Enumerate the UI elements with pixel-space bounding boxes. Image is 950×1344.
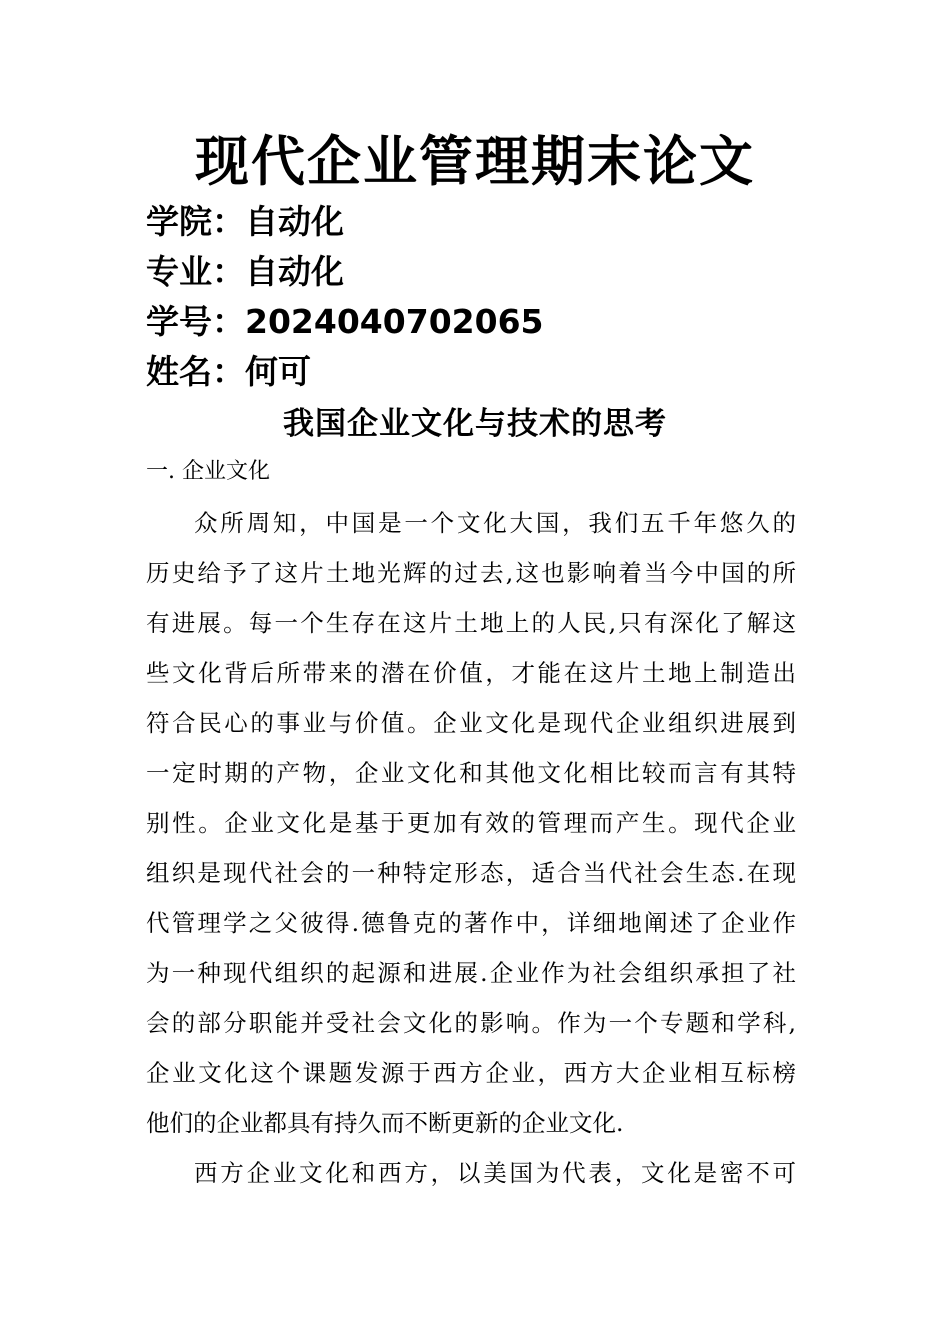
info-label: 姓名：	[146, 352, 245, 391]
paragraph-line: 些文化背后所带来的潜在价值，才能在这片土地上制造出	[146, 659, 796, 687]
info-value: 何可	[245, 352, 311, 391]
info-value: 自动化	[245, 252, 344, 291]
section-heading: 一. 企业文化	[146, 459, 270, 484]
document-title: 现代企业管理期末论文	[195, 129, 755, 193]
paragraph-line: 会的部分职能并受社会文化的影响。作为一个专题和学科,	[146, 1009, 796, 1037]
paragraph-line: 众所周知，中国是一个文化大国，我们五千年悠久的	[194, 509, 796, 537]
paragraph-line: 符合民心的事业与价值。企业文化是现代企业组织进展到	[146, 709, 796, 737]
paragraph-line: 为一种现代组织的起源和进展.企业作为社会组织承担了社	[146, 959, 796, 987]
paragraph-line: 有进展。每一个生存在这片土地上的人民,只有深化了解这	[146, 609, 796, 637]
info-name	[146, 352, 311, 392]
info-college	[146, 202, 344, 242]
paragraph-line: 西方企业文化和西方，以美国为代表，文化是密不可	[194, 1159, 796, 1187]
info-value: 自动化	[245, 202, 344, 241]
paragraph-line: 别性。企业文化是基于更加有效的管理而产生。现代企业	[146, 809, 796, 837]
essay-title: 我国企业文化与技术的思考	[283, 406, 667, 442]
info-student-id	[146, 302, 544, 342]
paragraph-line: 组织是现代社会的一种特定形态，适合当代社会生态.在现	[146, 859, 796, 887]
paragraph-line: 代管理学之父彼得.德鲁克的著作中，详细地阐述了企业作	[146, 909, 796, 937]
info-label: 学号：	[146, 302, 245, 341]
info-major	[146, 252, 344, 292]
paragraph-line: 历史给予了这片土地光辉的过去,这也影响着当今中国的所	[146, 559, 796, 587]
paragraph-line: 一定时期的产物，企业文化和其他文化相比较而言有其特	[146, 759, 796, 787]
paragraph-line: 他们的企业都具有持久而不断更新的企业文化.	[146, 1109, 624, 1137]
info-label: 专业：	[146, 252, 245, 291]
info-value: 2024040702065	[245, 302, 544, 341]
paragraph-line: 企业文化这个课题发源于西方企业，西方大企业相互标榜	[146, 1059, 796, 1087]
info-label: 学院：	[146, 202, 245, 241]
